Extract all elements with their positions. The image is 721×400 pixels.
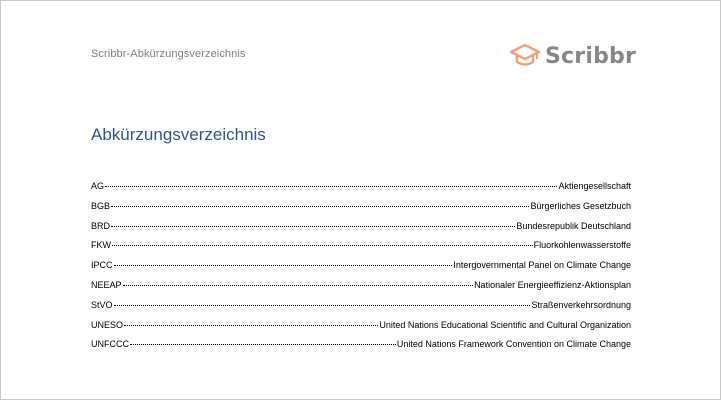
document-heading: Abkürzungsverzeichnis	[91, 125, 266, 144]
graduation-cap-icon	[510, 43, 540, 69]
dot-leader	[105, 186, 557, 187]
abbreviation-list	[91, 181, 631, 359]
abbreviation-definition: Bundesrepublik Deutschland	[516, 220, 631, 231]
dot-leader	[130, 344, 396, 345]
abbreviation-entry	[91, 221, 631, 241]
dot-leader	[114, 305, 531, 306]
abbreviation-definition: Straßenverkehrsordnung	[531, 299, 631, 310]
abbreviation-definition: Nationaler Energieeffizienz-Aktionsplan	[474, 279, 631, 290]
abbreviation-term: BGB	[91, 200, 111, 211]
abbreviation-definition: Bürgerliches Gesetzbuch	[530, 200, 631, 211]
dot-leader	[114, 265, 453, 266]
scribbr-logo	[510, 41, 636, 71]
abbreviation-term: UNFCCC	[91, 339, 129, 350]
abbreviation-term: NEEAP	[91, 279, 122, 290]
logo-text: Scribbr	[545, 43, 637, 69]
dot-leader	[123, 285, 474, 286]
abbreviation-term: StVO	[91, 299, 113, 310]
abbreviation-definition: Fluorkohlenwasserstoffe	[533, 240, 631, 251]
header-title: Scribbr-Abkürzungsverzeichnis	[91, 48, 246, 60]
abbreviation-term: UNESO	[91, 319, 124, 330]
abbreviation-entry	[91, 339, 631, 359]
abbreviation-definition: Aktiengesellschaft	[558, 181, 631, 191]
dot-leader	[112, 245, 533, 246]
abbreviation-entry	[91, 300, 631, 320]
dot-leader	[111, 226, 515, 227]
abbreviation-term: IPCC	[91, 260, 113, 271]
abbreviation-term: AG	[91, 181, 105, 191]
abbreviation-definition: United Nations Framework Convention on Climate Change	[396, 339, 631, 350]
abbreviation-entry	[91, 201, 631, 221]
dot-leader	[111, 206, 529, 207]
abbreviation-entry	[91, 260, 631, 280]
abbreviation-term: BRD	[91, 220, 111, 231]
abbreviation-term: FKW	[91, 240, 111, 251]
abbreviation-entry	[91, 240, 631, 260]
abbreviation-definition: Intergovernmental Panel on Climate Change	[453, 260, 631, 271]
abbreviation-entry	[91, 320, 631, 340]
abbreviation-entry	[91, 181, 631, 201]
abbreviation-entry	[91, 280, 631, 300]
dot-leader	[124, 325, 378, 326]
abbreviation-definition: United Nations Educational Scientific and Cultural Organization	[379, 319, 631, 330]
